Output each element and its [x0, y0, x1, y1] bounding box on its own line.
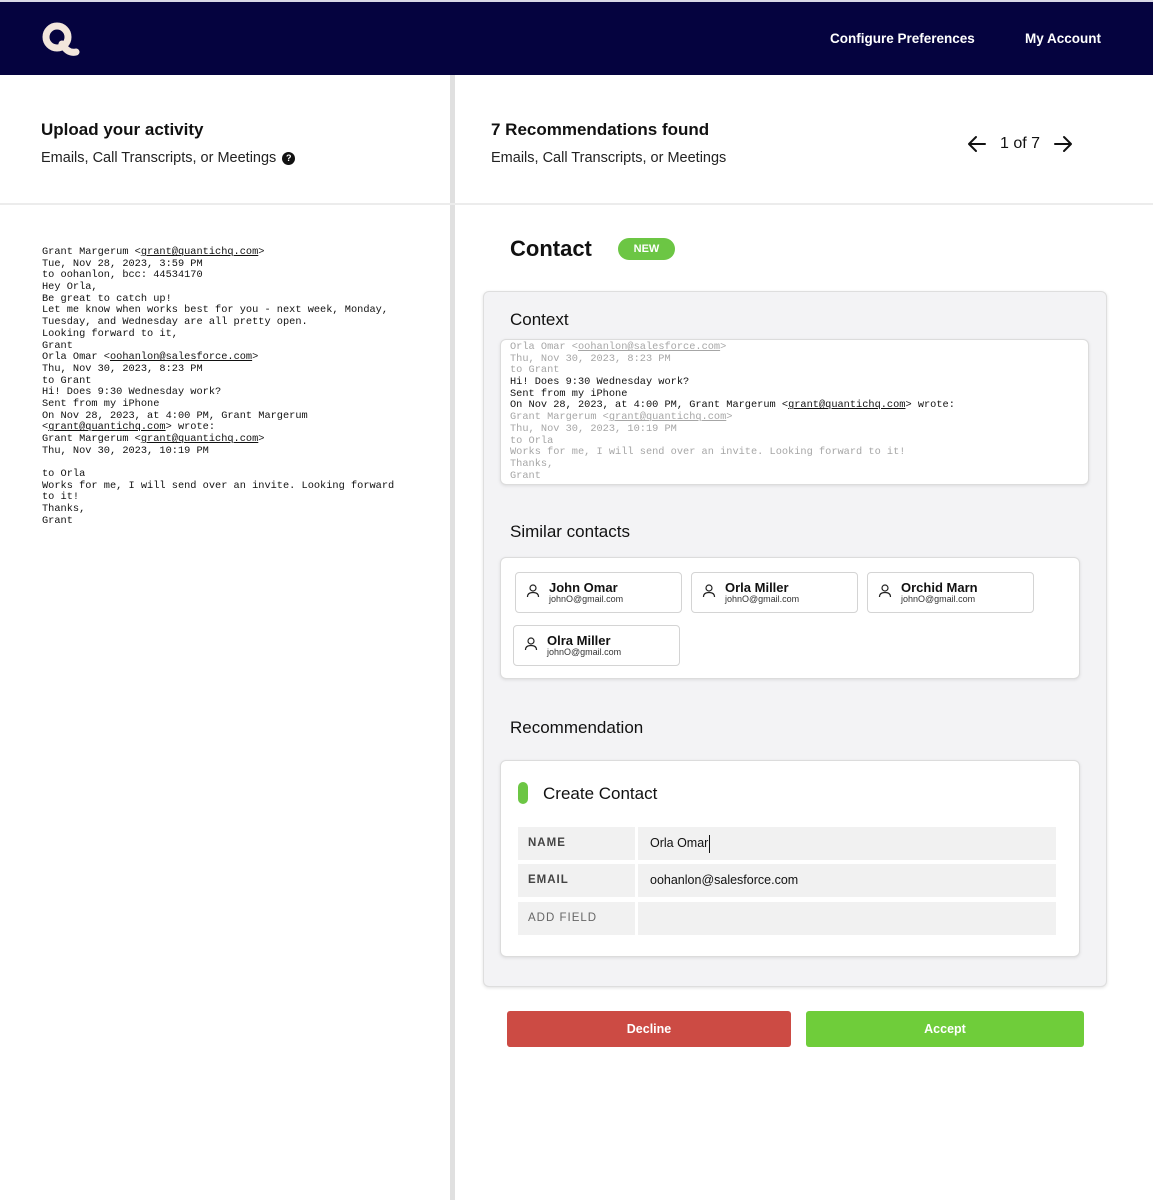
- similar-contact-email: johnO@gmail.com: [901, 594, 976, 604]
- person-icon: [701, 583, 717, 599]
- email-line: Hey Orla,: [42, 281, 98, 294]
- name-field-input[interactable]: [638, 827, 1056, 860]
- email-line: Grant Margerum <grant@quantichq.com>: [42, 433, 265, 445]
- similar-contacts-title: Similar contacts: [510, 522, 630, 541]
- similar-contact-card[interactable]: [515, 572, 682, 613]
- accept-button[interactable]: Accept: [806, 1011, 1084, 1047]
- upload-subtitle: [41, 150, 295, 166]
- context-line: Grant: [510, 469, 541, 482]
- email-line: Tue, Nov 28, 2023, 3:59 PM: [42, 257, 203, 270]
- email-line: Grant Margerum <grant@quantichq.com>: [42, 246, 265, 258]
- similar-contact-name: Orla Miller: [725, 580, 789, 595]
- recommendations-title: 7 Recommendations found: [491, 120, 710, 139]
- context-line: Thanks,: [510, 457, 554, 470]
- context-line: Thu, Nov 30, 2023, 8:23 PM: [510, 352, 671, 365]
- add-field-button[interactable]: ADD FIELD: [518, 902, 635, 935]
- similar-contact-card[interactable]: [867, 572, 1034, 613]
- similar-contact-email: johnO@gmail.com: [547, 647, 622, 657]
- help-icon[interactable]: ?: [282, 152, 295, 165]
- email-line: Grant: [42, 514, 73, 527]
- similar-contact-email: johnO@gmail.com: [549, 594, 624, 604]
- pager-label: 1 of 7: [1000, 135, 1041, 152]
- email-line: <grant@quantichq.com> wrote:: [42, 421, 216, 434]
- email-line: Be great to catch up!: [42, 292, 172, 305]
- email-line: to Grant: [42, 374, 92, 387]
- email-field-label: EMAIL: [518, 864, 635, 897]
- email-line: Hi! Does 9:30 Wednesday work?: [42, 386, 222, 399]
- context-line: Orla Omar <oohanlon@salesforce.com>: [510, 341, 727, 353]
- similar-contact-name: Olra Miller: [547, 633, 611, 648]
- email-line: Let me know when works best for you - next week, Monday,: [42, 304, 389, 317]
- email-line: Thu, Nov 30, 2023, 8:23 PM: [42, 362, 203, 375]
- similar-contact-card[interactable]: [691, 572, 858, 613]
- context-line: to Orla: [510, 434, 554, 447]
- email-line: Works for me, I will send over an invite. Looking forward: [42, 479, 395, 492]
- similar-contact-card[interactable]: [513, 625, 680, 666]
- context-text: [510, 342, 955, 482]
- email-line: Thanks,: [42, 503, 86, 516]
- email-line: Grant: [42, 339, 73, 352]
- email-line: to oohanlon, bcc: 44534170: [42, 269, 203, 282]
- status-indicator: [518, 782, 528, 804]
- email-field-input[interactable]: oohanlon@salesforce.com: [638, 864, 1056, 897]
- add-field-input[interactable]: [638, 902, 1056, 935]
- recommendations-subtitle: Emails, Call Transcripts, or Meetings: [491, 150, 727, 166]
- context-title: Context: [510, 310, 569, 329]
- person-icon: [525, 583, 541, 599]
- similar-contact-email: johnO@gmail.com: [725, 594, 800, 604]
- configure-preferences-link[interactable]: Configure Preferences: [830, 31, 975, 46]
- name-field-value: Orla Omar: [650, 836, 709, 850]
- name-field-label: NAME: [518, 827, 635, 860]
- header-divider: [0, 203, 1153, 205]
- context-line: Grant Margerum <grant@quantichq.com>: [510, 411, 733, 424]
- context-line: Works for me, I will send over an invite. Looking forward to it!: [510, 446, 906, 459]
- person-icon: [523, 636, 539, 652]
- context-line: On Nov 28, 2023, at 4:00 PM, Grant Margerum <grant@quantichq.com> wrote:: [510, 399, 955, 412]
- context-box[interactable]: [500, 339, 1089, 485]
- contact-title: Contact: [510, 236, 592, 261]
- email-line: Sent from my iPhone: [42, 397, 160, 410]
- email-line: On Nov 28, 2023, at 4:00 PM, Grant Margerum: [42, 409, 308, 422]
- context-line: Thu, Nov 30, 2023, 10:19 PM: [510, 422, 677, 435]
- email-line: Orla Omar <oohanlon@salesforce.com>: [42, 351, 259, 364]
- top-nav-bar: [0, 0, 1153, 75]
- recommendation-title: Recommendation: [510, 718, 644, 737]
- column-divider: [450, 75, 455, 1200]
- person-icon: [877, 583, 893, 599]
- app-logo-icon[interactable]: [40, 20, 80, 60]
- decline-button[interactable]: Decline: [507, 1011, 791, 1047]
- arrow-left-icon[interactable]: [966, 133, 988, 155]
- email-line: Looking forward to it,: [42, 327, 178, 340]
- similar-contact-name: John Omar: [549, 580, 618, 595]
- upload-subtitle-text: Emails, Call Transcripts, or Meetings: [41, 150, 277, 166]
- my-account-link[interactable]: My Account: [1025, 31, 1102, 46]
- email-line: [42, 457, 437, 469]
- email-line: to Orla: [42, 468, 86, 481]
- upload-title: Upload your activity: [41, 120, 204, 139]
- context-line: Hi! Does 9:30 Wednesday work?: [510, 376, 690, 389]
- pager: [966, 132, 1074, 156]
- uploaded-email-text: [42, 247, 437, 528]
- similar-contact-name: Orchid Marn: [901, 580, 978, 595]
- arrow-right-icon[interactable]: [1052, 133, 1074, 155]
- new-badge: NEW: [618, 238, 675, 260]
- context-line: to Grant: [510, 364, 560, 377]
- email-line: Thu, Nov 30, 2023, 10:19 PM: [42, 444, 209, 457]
- create-contact-title: Create Contact: [543, 784, 658, 803]
- email-line: Tuesday, and Wednesday are all pretty open.: [42, 316, 308, 329]
- context-line: Sent from my iPhone: [510, 387, 628, 400]
- text-caret: [709, 835, 710, 853]
- email-line: to it!: [42, 491, 80, 504]
